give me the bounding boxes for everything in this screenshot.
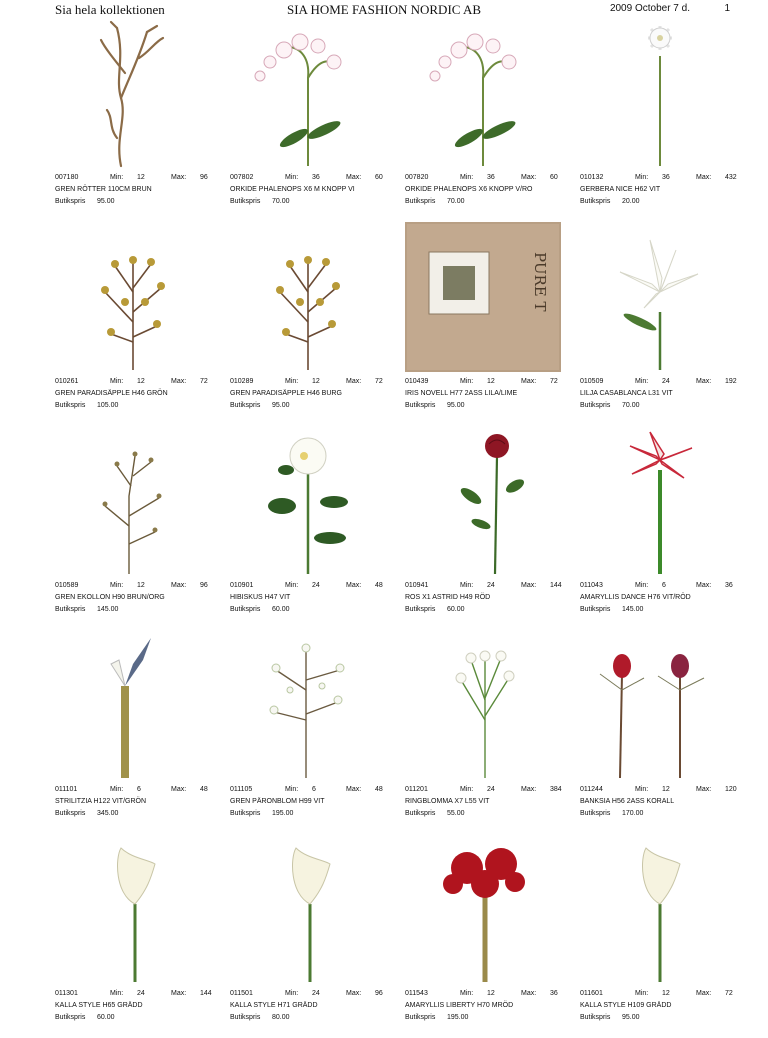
- min-label: Min:: [635, 582, 649, 589]
- max-label: Max:: [521, 378, 537, 385]
- product-card: [230, 18, 405, 222]
- min-value: 24: [312, 582, 320, 589]
- max-label: Max:: [171, 174, 187, 181]
- min-value: 12: [137, 378, 145, 385]
- min-label: Min:: [635, 786, 649, 793]
- article-number: 011543: [405, 990, 428, 997]
- max-label: Max:: [696, 582, 712, 589]
- calla-icon: [230, 834, 386, 984]
- product-name: GREN PARADISÄPPLE H46 GRÖN: [55, 390, 168, 397]
- article-number: 007180: [55, 174, 79, 181]
- price-label: Butikspris: [55, 810, 86, 817]
- product-card: [580, 18, 755, 222]
- product-card: [55, 834, 230, 1038]
- product-info: [55, 784, 233, 820]
- product-info: [580, 172, 758, 208]
- price-label: Butikspris: [405, 198, 436, 205]
- max-value: 192: [725, 378, 737, 385]
- max-value: 96: [200, 174, 208, 181]
- price-label: Butikspris: [405, 1014, 436, 1021]
- max-label: Max:: [696, 990, 712, 997]
- max-value: 36: [550, 990, 558, 997]
- article-number: 010289: [230, 378, 254, 385]
- product-info: [580, 580, 758, 616]
- price-label: Butikspris: [405, 810, 436, 817]
- price-value: 95.00: [447, 402, 465, 409]
- min-value: 6: [662, 582, 666, 589]
- product-info: [405, 784, 583, 820]
- max-value: 36: [725, 582, 733, 589]
- product-name: HIBISKUS H47 VIT: [230, 594, 291, 601]
- article-number: 010589: [55, 582, 79, 589]
- price-label: Butikspris: [55, 198, 86, 205]
- price-value: 145.00: [622, 606, 644, 613]
- max-value: 96: [375, 990, 383, 997]
- daisy-bunch-icon: [405, 630, 561, 780]
- price-value: 70.00: [272, 198, 290, 205]
- price-value: 60.00: [272, 606, 290, 613]
- product-card: [55, 222, 230, 426]
- price-value: 95.00: [622, 1014, 640, 1021]
- product-info: [580, 784, 758, 820]
- min-value: 12: [312, 378, 320, 385]
- product-name: KALLA STYLE H71 GRÄDD: [230, 1002, 318, 1009]
- product-info: [55, 988, 233, 1024]
- product-card: [230, 834, 405, 1038]
- min-label: Min:: [285, 378, 299, 385]
- product-card: [405, 18, 580, 222]
- price-value: 60.00: [97, 1014, 115, 1021]
- branch-icon: [55, 18, 211, 168]
- price-value: 345.00: [97, 810, 119, 817]
- product-info: [230, 988, 408, 1024]
- product-card: [55, 630, 230, 834]
- orchid-icon: [405, 18, 561, 168]
- max-label: Max:: [346, 990, 362, 997]
- rose-icon: [405, 426, 561, 576]
- product-info: [230, 172, 408, 208]
- min-value: 24: [662, 378, 670, 385]
- min-label: Min:: [110, 378, 124, 385]
- min-label: Min:: [285, 990, 299, 997]
- max-label: Max:: [521, 786, 537, 793]
- lily-icon: [580, 222, 736, 372]
- max-label: Max:: [521, 990, 537, 997]
- banksia-icon: [580, 630, 736, 780]
- max-value: 120: [725, 786, 737, 793]
- product-info: [405, 988, 583, 1024]
- min-value: 24: [312, 990, 320, 997]
- price-value: 195.00: [272, 810, 294, 817]
- min-value: 24: [487, 582, 495, 589]
- min-label: Min:: [110, 174, 124, 181]
- price-label: Butikspris: [230, 402, 261, 409]
- blossom-branch-icon: [230, 630, 386, 780]
- product-card: [405, 222, 580, 426]
- gerbera-icon: [580, 18, 736, 168]
- product-info: [580, 376, 758, 412]
- price-label: Butikspris: [230, 810, 261, 817]
- product-card: [55, 18, 230, 222]
- max-label: Max:: [171, 582, 187, 589]
- max-value: 72: [550, 378, 558, 385]
- product-grid: [55, 18, 755, 1038]
- article-number: 010439: [405, 378, 429, 385]
- max-label: Max:: [521, 174, 537, 181]
- product-name: GREN PARADISÄPPLE H46 BURG: [230, 390, 342, 397]
- product-name: GREN PÄRONBLOM H99 VIT: [230, 798, 325, 805]
- max-value: 48: [375, 786, 383, 793]
- product-card: [405, 630, 580, 834]
- product-card: [580, 222, 755, 426]
- article-number: 011244: [580, 786, 603, 793]
- min-label: Min:: [635, 174, 649, 181]
- max-label: Max:: [696, 786, 712, 793]
- max-label: Max:: [521, 582, 537, 589]
- product-card: [405, 426, 580, 630]
- max-value: 48: [375, 582, 383, 589]
- price-value: 20.00: [622, 198, 640, 205]
- max-value: 96: [200, 582, 208, 589]
- price-value: 70.00: [447, 198, 465, 205]
- max-value: 60: [550, 174, 558, 181]
- min-label: Min:: [285, 786, 299, 793]
- article-number: 011601: [580, 990, 603, 997]
- article-number: 011043: [580, 582, 603, 589]
- calla-icon: [580, 834, 736, 984]
- berry-branch-icon: [55, 222, 211, 372]
- price-label: Butikspris: [55, 606, 86, 613]
- price-label: Butikspris: [580, 198, 611, 205]
- max-label: Max:: [171, 990, 187, 997]
- product-name: ORKIDE PHALENOPS X6 KNOPP V/RO: [405, 186, 533, 193]
- min-label: Min:: [110, 786, 124, 793]
- min-value: 12: [137, 582, 145, 589]
- product-card: [230, 426, 405, 630]
- frame-photo-text: PURE T: [531, 252, 549, 312]
- price-label: Butikspris: [230, 1014, 261, 1021]
- product-name: STRILITZIA H122 VIT/GRÖN: [55, 798, 147, 805]
- price-label: Butikspris: [580, 606, 611, 613]
- min-value: 36: [487, 174, 495, 181]
- max-label: Max:: [171, 786, 187, 793]
- article-number: 010941: [405, 582, 429, 589]
- orchid-icon: [230, 18, 386, 168]
- min-value: 24: [487, 786, 495, 793]
- product-name: GREN EKOLLON H90 BRUN/ORG: [55, 594, 165, 601]
- price-value: 95.00: [272, 402, 290, 409]
- price-label: Butikspris: [55, 402, 86, 409]
- min-label: Min:: [460, 582, 474, 589]
- min-value: 36: [662, 174, 670, 181]
- min-value: 24: [137, 990, 145, 997]
- price-label: Butikspris: [230, 606, 261, 613]
- product-card: [580, 426, 755, 630]
- price-value: 70.00: [622, 402, 640, 409]
- product-name: KALLA STYLE H65 GRÄDD: [55, 1002, 143, 1009]
- article-number: 010509: [580, 378, 604, 385]
- max-label: Max:: [346, 174, 362, 181]
- product-info: [580, 988, 758, 1024]
- max-value: 72: [725, 990, 733, 997]
- max-label: Max:: [696, 174, 712, 181]
- product-info: [55, 580, 233, 616]
- min-label: Min:: [110, 990, 124, 997]
- product-card: [230, 630, 405, 834]
- price-label: Butikspris: [405, 606, 436, 613]
- min-label: Min:: [635, 990, 649, 997]
- min-value: 12: [662, 990, 670, 997]
- calla-icon: [55, 834, 211, 984]
- strelitzia-icon: [55, 630, 211, 780]
- article-number: 007820: [405, 174, 429, 181]
- product-info: [230, 376, 408, 412]
- min-label: Min:: [110, 582, 124, 589]
- article-number: 011105: [230, 786, 253, 793]
- max-value: 144: [550, 582, 562, 589]
- product-name: GERBERA NICE H62 VIT: [580, 186, 661, 193]
- product-name: GREN RÖTTER 110CM BRUN: [55, 186, 152, 193]
- min-value: 12: [662, 786, 670, 793]
- price-value: 60.00: [447, 606, 465, 613]
- article-number: 011501: [230, 990, 253, 997]
- min-value: 12: [137, 174, 145, 181]
- product-name: BANKSIA H56 2ASS KORALL: [580, 798, 675, 805]
- min-label: Min:: [285, 174, 299, 181]
- price-value: 170.00: [622, 810, 644, 817]
- max-value: 144: [200, 990, 212, 997]
- max-label: Max:: [346, 378, 362, 385]
- min-label: Min:: [460, 174, 474, 181]
- product-card: [580, 834, 755, 1038]
- collection-title: Sia hela kollektionen: [55, 2, 165, 17]
- max-label: Max:: [171, 378, 187, 385]
- article-number: 010901: [230, 582, 254, 589]
- max-value: 60: [375, 174, 383, 181]
- price-value: 55.00: [447, 810, 465, 817]
- article-number: 010132: [580, 174, 604, 181]
- price-value: 95.00: [97, 198, 115, 205]
- product-info: [55, 376, 233, 412]
- min-value: 6: [312, 786, 316, 793]
- price-value: 105.00: [97, 402, 119, 409]
- min-label: Min:: [460, 990, 474, 997]
- product-info: [55, 172, 233, 208]
- max-value: 384: [550, 786, 562, 793]
- red-amaryllis-icon: [405, 834, 561, 984]
- twig-icon: [55, 426, 211, 576]
- hibiscus-icon: [230, 426, 386, 576]
- max-value: 72: [375, 378, 383, 385]
- price-value: 80.00: [272, 1014, 290, 1021]
- product-card: [580, 630, 755, 834]
- product-name: ROS X1 ASTRID H49 RÖD: [405, 594, 491, 601]
- price-value: 145.00: [97, 606, 119, 613]
- price-label: Butikspris: [230, 198, 261, 205]
- min-value: 36: [312, 174, 320, 181]
- product-name: AMARYLLIS LIBERTY H70 MRÖD: [405, 1002, 514, 1009]
- article-number: 010261: [55, 378, 79, 385]
- min-value: 6: [137, 786, 141, 793]
- product-name: IRIS NOVELL H77 2ASS LILA/LIME: [405, 390, 518, 397]
- min-label: Min:: [285, 582, 299, 589]
- article-number: 011201: [405, 786, 428, 793]
- product-card: [55, 426, 230, 630]
- min-value: 12: [487, 990, 495, 997]
- price-label: Butikspris: [580, 402, 611, 409]
- max-label: Max:: [696, 378, 712, 385]
- max-value: 48: [200, 786, 208, 793]
- product-name: ORKIDE PHALENOPS X6 M KNOPP VI: [230, 186, 355, 193]
- product-info: [230, 580, 408, 616]
- min-label: Min:: [635, 378, 649, 385]
- price-label: Butikspris: [580, 810, 611, 817]
- product-info: [405, 376, 583, 412]
- max-value: 72: [200, 378, 208, 385]
- product-card: [230, 222, 405, 426]
- company-name: SIA HOME FASHION NORDIC AB: [286, 2, 482, 17]
- article-number: 011101: [55, 786, 78, 793]
- frame-photo-icon: [405, 222, 561, 372]
- max-label: Max:: [346, 786, 362, 793]
- amaryllis-icon: [580, 426, 736, 576]
- price-label: Butikspris: [405, 402, 436, 409]
- article-number: 007802: [230, 174, 254, 181]
- min-label: Min:: [460, 378, 474, 385]
- product-info: [230, 784, 408, 820]
- price-label: Butikspris: [55, 1014, 86, 1021]
- print-date: 2009 October 7 d.: [609, 3, 690, 14]
- price-value: 195.00: [447, 1014, 469, 1021]
- product-name: KALLA STYLE H109 GRÄDD: [580, 1002, 672, 1009]
- product-card: [405, 834, 580, 1038]
- max-value: 432: [725, 174, 737, 181]
- max-label: Max:: [346, 582, 362, 589]
- berry-branch-icon: [230, 222, 386, 372]
- min-label: Min:: [460, 786, 474, 793]
- product-info: [405, 172, 583, 208]
- product-name: LILJA CASABLANCA L31 VIT: [580, 390, 673, 397]
- min-value: 12: [487, 378, 495, 385]
- page-number: 1: [724, 3, 730, 14]
- article-number: 011301: [55, 990, 78, 997]
- product-info: [405, 580, 583, 616]
- product-name: RINGBLOMMA X7 L55 VIT: [405, 798, 490, 805]
- price-label: Butikspris: [580, 1014, 611, 1021]
- product-name: AMARYLLIS DANCE H76 VIT/RÖD: [580, 594, 691, 601]
